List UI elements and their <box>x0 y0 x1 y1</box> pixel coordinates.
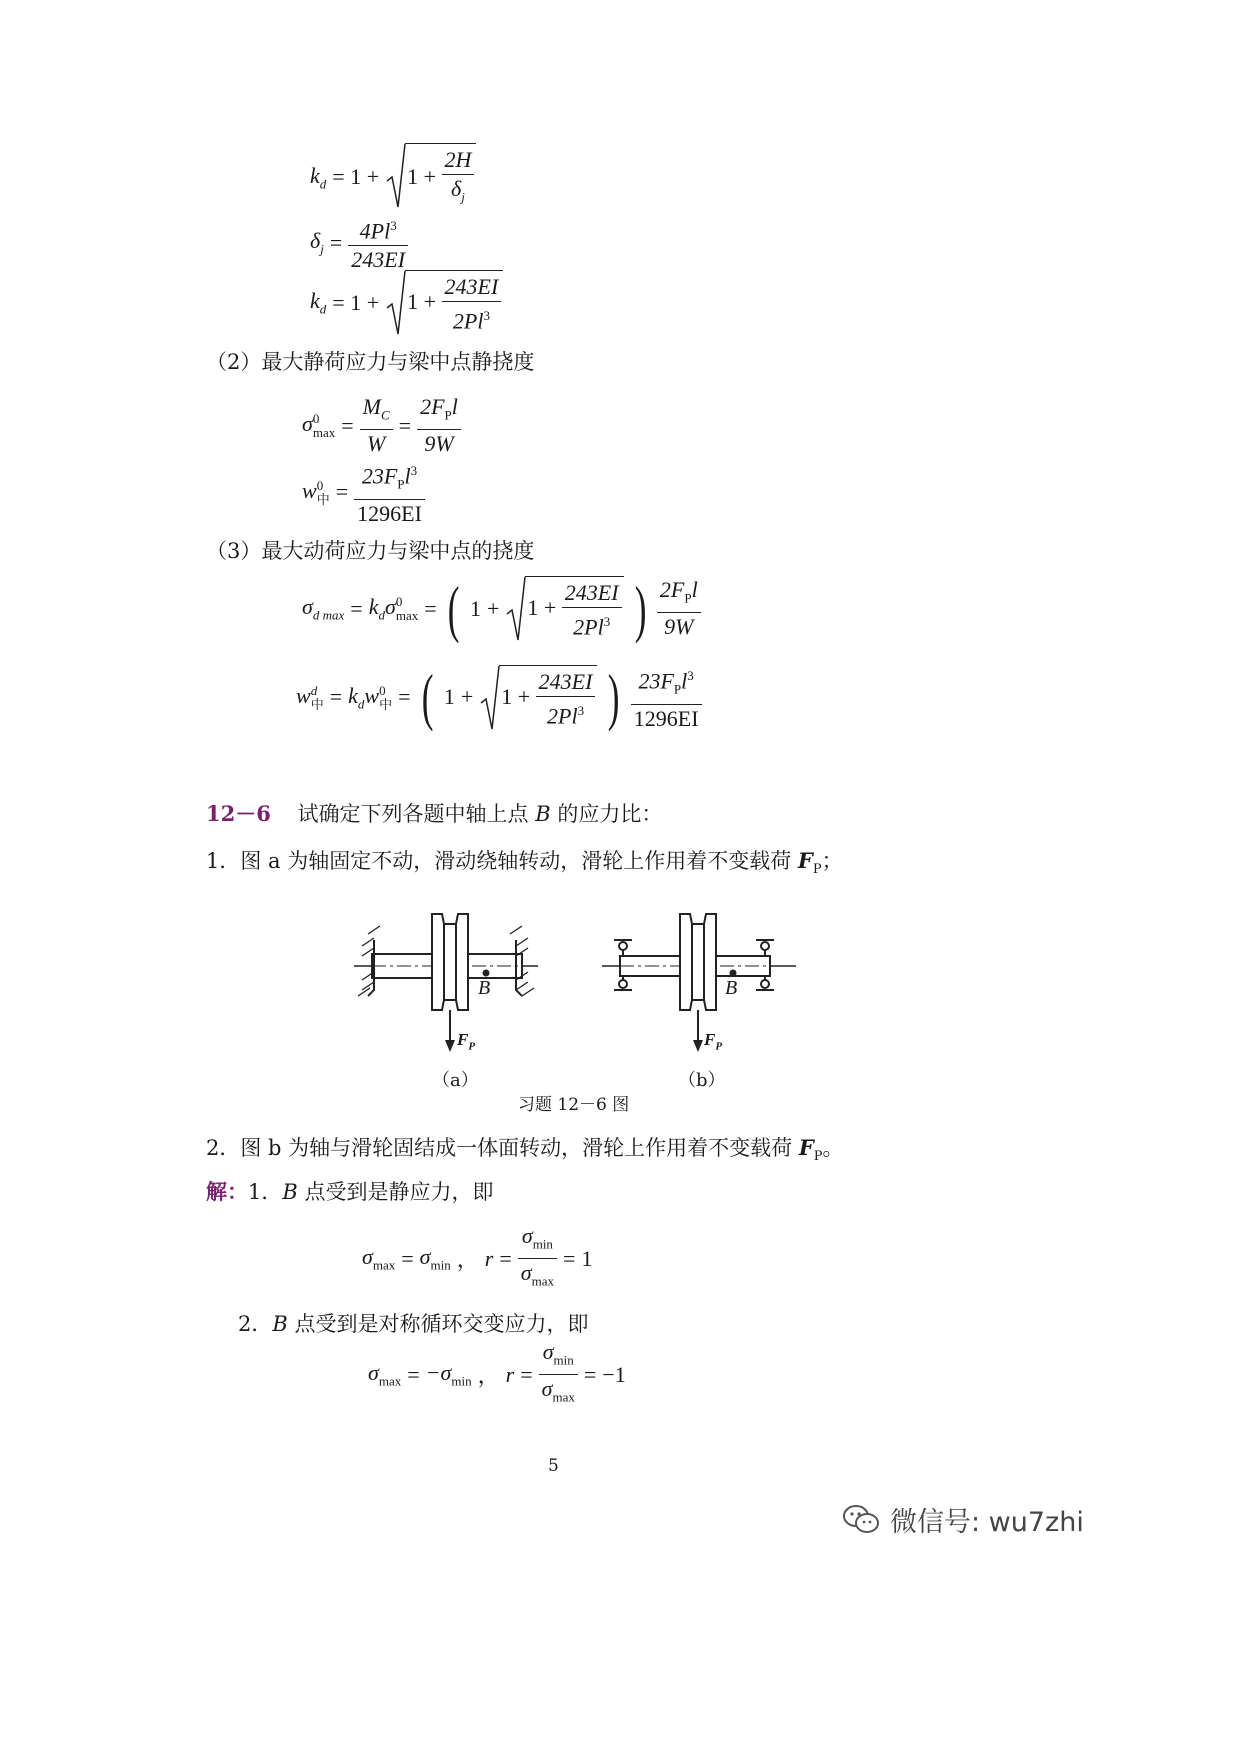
eq7-f2-num: 23F <box>638 668 674 694</box>
eq7-w-sub: 中 <box>379 696 393 712</box>
eq9-num: σ <box>542 1339 554 1364</box>
eq6-f2-num-sub: P <box>684 590 692 606</box>
section-2-heading: （2）最大静荷应力与梁中点静挠度 <box>206 350 535 374</box>
equation-cyclic-ratio: $\sigma_{max}$ = $-\sigma_{min}$ ， r = $\frac{\sigma_{min}}{\sigma_{max}}$ = −1 <box>368 1339 626 1405</box>
equation-static-ratio: $\sigma_{max}$ = $\sigma_{min}$ ， r = $\frac{\sigma_{min}}{\sigma_{max}}$ = 1 <box>362 1223 593 1289</box>
eq4-lhs-sup: 0 <box>312 411 320 427</box>
item2-text: 2．图 b 为轴与滑轮固结成一体面转动，滑轮上作用着不变载荷 <box>206 1136 793 1160</box>
eq6-f2-num: 2F <box>659 577 685 602</box>
eq8-a-sub: max <box>372 1257 396 1273</box>
figure-a-label: （a） <box>432 1070 479 1091</box>
eq5-num-tail: l <box>404 463 411 489</box>
figure-b-point-label: B <box>725 977 738 999</box>
eq9-a: σ <box>368 1360 379 1386</box>
eq6-den-sup: 3 <box>603 614 611 630</box>
figure-b-force: F <box>704 1030 716 1049</box>
eq5-lhs-sub: 中 <box>316 491 330 507</box>
figure-a-force-sub: P <box>468 1040 476 1053</box>
figure-a-force: F <box>457 1030 469 1049</box>
eq8-den-sub: max <box>531 1273 555 1289</box>
equation-sigma-max-static: σ 0 max = $\frac{M_C}{W}$ = $\frac{2F_Pl}{9W}$ <box>302 393 461 458</box>
eq8-r: r <box>484 1245 494 1271</box>
eq3-lhs: k <box>310 287 320 313</box>
solution-s1: 1． <box>248 1180 283 1204</box>
eq9-b: −σ <box>425 1360 452 1386</box>
solution-s2: 2． <box>238 1312 273 1336</box>
section-3-heading: （3）最大动荷应力与梁中点的挠度 <box>206 539 535 563</box>
item1-force: F <box>797 848 813 873</box>
eq6-lhs: σ <box>302 594 313 619</box>
eq6-f2-den: 9W <box>664 614 694 640</box>
eq7-lhs: w <box>296 682 311 708</box>
eq1-lhs-sub: d <box>319 175 327 191</box>
figure-a-point-label: B <box>478 977 491 999</box>
eq1-lhs: k <box>310 162 320 188</box>
equation-delta-j: $\delta_j$ = $\frac{4Pl^3}{243EI}$ <box>310 212 408 274</box>
figure-b-force-sub: P <box>715 1040 723 1053</box>
eq8-result: 1 <box>581 1245 593 1271</box>
eq7-den-sup: 3 <box>577 702 585 718</box>
item1-text: 1．图 a 为轴固定不动，滑动绕轴转动，滑轮上作用着不变载荷 <box>206 849 792 873</box>
eq7-sqrt: 1 + $\frac{243EI}{2Pl^3}$ <box>479 665 597 730</box>
eq6-num: 243EI <box>562 579 622 608</box>
eq6-k: k <box>368 594 379 619</box>
equation-kd-2: $k_d$ = 1 + 1 + $\frac{243EI}{2Pl^3}$ <box>310 270 503 335</box>
problem-statement <box>206 798 662 828</box>
eq7-k-sub: d <box>357 696 365 712</box>
eq7-f2-num-sub: P <box>673 681 682 697</box>
eq7-w-sup: 0 <box>379 682 386 698</box>
eq5-lhs: w <box>302 477 317 503</box>
problem-point: B <box>535 802 551 826</box>
solution-line-2 <box>238 1308 589 1338</box>
eq4-f1-num: M <box>362 394 381 419</box>
eq5-lhs-sup: 0 <box>316 477 324 493</box>
item2-force-sub: P <box>813 1149 823 1165</box>
eq9-sep: ， <box>477 1363 500 1389</box>
eq6-sqrt: 1 + $\frac{243EI}{2Pl^3}$ <box>505 576 623 641</box>
eq3-one: 1 <box>350 289 362 315</box>
solution-label: 解： <box>206 1179 248 1204</box>
eq2-lhs-sub: j <box>320 241 324 257</box>
eq7-one: 1 <box>443 684 455 710</box>
figure-caption: 习题 12－6 图 <box>518 1095 630 1115</box>
eq7-k: k <box>348 682 358 708</box>
eq6-sig-sub: max <box>395 607 419 623</box>
eq7-lhs-sup: d <box>310 682 318 698</box>
eq3-sqrt: 1 + $\frac{243EI}{2Pl^3}$ <box>385 270 503 335</box>
eq7-lhs-sub: 中 <box>310 696 324 712</box>
eq9-den-sub: max <box>552 1389 575 1405</box>
eq7-f2-num-tail: l <box>681 668 688 694</box>
equation-kd-1: $k_d$ = 1 + 1 + $\frac{2H}{\delta_j}$ <box>310 143 476 211</box>
eq2-lhs: δ <box>310 228 321 254</box>
eq4-f2-num: 2F <box>420 394 445 419</box>
item1-tail: ； <box>821 849 843 873</box>
eq9-result: −1 <box>602 1361 626 1387</box>
eq1-den: δ <box>451 176 462 201</box>
figure-a-force-label <box>457 1030 475 1052</box>
eq5-num-sub: P <box>397 476 405 492</box>
eq2-num: 4Pl <box>359 218 391 244</box>
eq9-a-sub: max <box>378 1373 402 1389</box>
item2-tail: 。 <box>822 1136 844 1160</box>
equation-sigma-d-max: $\sigma_{d max}$ = $k_d\sigma$ 0 max = ( 1 + 1 + $\frac{243EI}{2Pl^3}$ ) $\frac{2F_Pl}{9W}$ <box>302 576 701 641</box>
eq2-den: 243EI <box>351 247 406 273</box>
eq7-f2-den: 1296EI <box>633 705 699 731</box>
eq2-num-sup: 3 <box>390 218 397 233</box>
item2-force: F <box>798 1135 814 1160</box>
eq6-sig: σ <box>384 594 396 619</box>
eq4-lhs-sub: max <box>312 425 336 441</box>
eq7-den: 2Pl <box>547 703 578 729</box>
eq9-b-sub: min <box>451 1373 472 1389</box>
figure-b-force-label <box>704 1030 722 1052</box>
eq8-sep: ， <box>456 1247 479 1273</box>
solution-s1-text: 点受到是静应力，即 <box>304 1180 494 1204</box>
eq6-one: 1 <box>469 595 481 621</box>
item-1 <box>206 845 843 877</box>
eq4-f1-den: W <box>367 431 386 457</box>
eq8-b: σ <box>419 1244 431 1270</box>
watermark <box>842 1500 1084 1539</box>
eq4-f1-num-sub: C <box>381 407 390 423</box>
problem-text: 试确定下列各题中轴上点 <box>297 802 529 826</box>
item1-force-sub: P <box>812 862 822 878</box>
eq3-den: 2Pl <box>452 308 484 334</box>
eq5-den: 1296EI <box>357 500 422 526</box>
eq4-f2-num-sub: P <box>444 407 452 423</box>
eq6-sig-sup: 0 <box>395 593 403 609</box>
eq3-den-sup: 3 <box>483 308 490 323</box>
eq1-den-sub: j <box>461 189 465 205</box>
page-number: 5 <box>548 1456 559 1476</box>
eq9-den: σ <box>541 1376 553 1402</box>
eq9-num-sub: min <box>553 1352 574 1368</box>
eq3-num: 243EI <box>442 273 502 302</box>
item-2 <box>206 1132 844 1164</box>
eq8-a: σ <box>362 1244 373 1270</box>
problem-text-tail: 的应力比： <box>557 802 663 826</box>
eq6-k-sub: d <box>378 607 385 623</box>
eq5-num-sup: 3 <box>410 463 418 478</box>
eq1-one: 1 <box>350 164 362 190</box>
eq4-f2-den: 9W <box>424 431 454 457</box>
eq7-f2-num-sup: 3 <box>687 668 694 683</box>
watermark-text: 微信号: wu7zhi <box>890 1507 1084 1538</box>
eq4-lhs: σ <box>302 411 313 437</box>
solution-s2-text: 点受到是对称循环交变应力，即 <box>294 1312 589 1336</box>
eq8-den: σ <box>520 1260 532 1286</box>
equation-w-mid-static: w 0 中 = $\frac{23F_Pl^3}{1296EI}$ <box>302 457 425 528</box>
eq7-num: 243EI <box>536 668 596 697</box>
eq8-num: σ <box>521 1223 533 1248</box>
eq1-num: 2H <box>442 146 475 175</box>
eq4-f2-num-tail: l <box>451 394 458 419</box>
figure-pulley-shafts <box>340 900 820 1100</box>
solution-point-2: B <box>272 1312 288 1336</box>
eq3-lhs-sub: d <box>319 301 327 317</box>
eq6-den: 2Pl <box>573 614 604 640</box>
eq6-lhs-sub: d max <box>312 607 345 623</box>
equation-w-mid-dynamic: w d 中 = $k_dw$ 0 中 = ( 1 + 1 + $\frac{243EI}{2Pl^3}$ ) $\frac{23F_Pl^3}{1296EI}$ <box>296 662 702 733</box>
eq8-num-sub: min <box>532 1236 553 1252</box>
solution-point-1: B <box>282 1180 298 1204</box>
eq9-r: r <box>505 1361 515 1387</box>
problem-number: 12－6 <box>206 801 271 826</box>
eq7-w: w <box>364 682 380 708</box>
eq5-num: 23F <box>361 463 398 489</box>
eq6-f2-num-tail: l <box>691 577 698 602</box>
figure-b-label: （b） <box>678 1070 726 1091</box>
wechat-icon <box>842 1504 880 1536</box>
eq8-b-sub: min <box>430 1257 451 1273</box>
eq1-sqrt: 1 + $\frac{2H}{\delta_j}$ <box>385 143 476 211</box>
solution-line-1 <box>206 1176 494 1206</box>
